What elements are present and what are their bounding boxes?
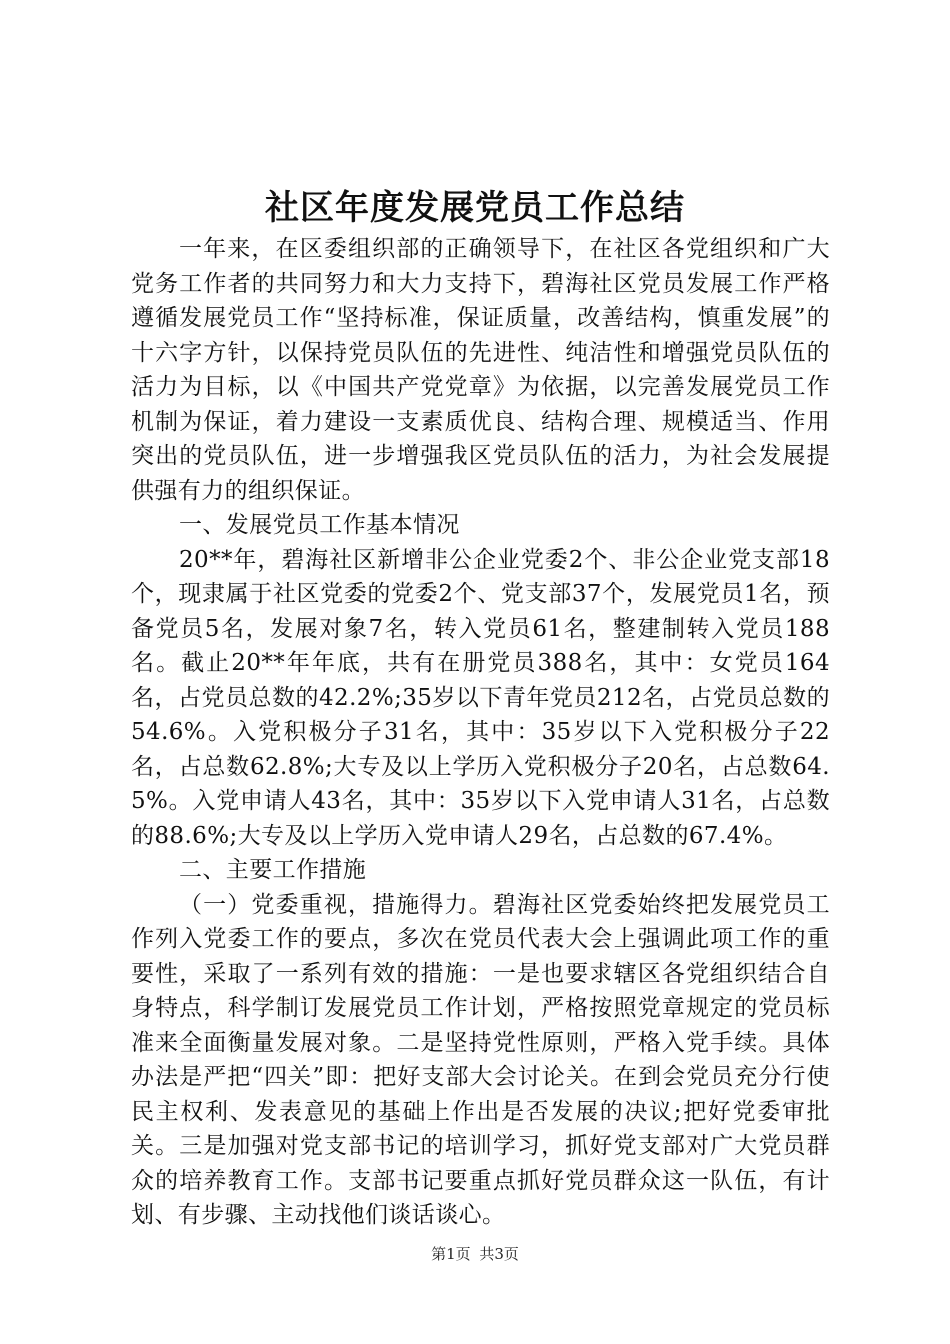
intro-paragraph: 一年来，在区委组织部的正确领导下，在社区各党组织和广大党务工作者的共同努力和大力支持下，碧海社区党员发展工作严格遵循发展党员工作“坚持标准，保证质量，改善结构，慎重发展”的十六字方针，以保持党员队伍的先进性、纯洁性和增强党员队伍的活力为目标，以《中国共产党党章》为依据，以完善发展党员工作机制为保证，着力建设一支素质优良、结构合理、规模适当、作用突出的党员队伍，进一步增强我区党员队伍的活力，为社会发展提供强有力的组织保证。	[131, 236, 830, 504]
measures-paragraph: （一）党委重视，措施得力。碧海社区党委始终把发展党员工作列入党委工作的要点，多次在党员代表大会上强调此项工作的重要性，采取了一系列有效的措施：一是也要求辖区各党组织结合自身特点，科学制订发展党员工作计划，严格按照党章规定的党员标准来全面衡量发展对象。二是坚持党性原则，严格入党手续。具体办法是严把“四关”即：把好支部大会讨论关。在到会党员充分行使民主权利、发表意见的基础上作出是否发展的决议;把好党委审批关。三是加强对党支部书记的培训学习，抓好党支部对广大党员群众的培养教育工作。支部书记要重点抓好党员群众这一队伍，有计划、有步骤、主动找他们谈话谈心。	[131, 891, 830, 1228]
document-title: 社区年度发展党员工作总结	[265, 188, 685, 228]
section-heading-basic-situation: 一、发展党员工作基本情况	[179, 512, 460, 538]
document-body	[131, 232, 830, 1233]
statistics-paragraph: 20**年，碧海社区新增非公企业党委2个、非公企业党支部18个，现隶属于社区党委的党委2个、党支部37个，发展党员1名，预备党员5名，发展对象7名，转入党员61名，整建制转入党员188名。截止20**年年底，共有在册党员388名，其中：女党员164名，占党员总数的42.2%;35岁以下青年党员212名，占党员总数的54.6%。入党积极分子31名，其中：35岁以下入党积极分子22名，占总数62.8%;大专及以上学历入党积极分子20名，占总数64.5%。入党申请人43名，其中：35岁以下入党申请人31名，占总数的88.6%;大专及以上学历入党申请人29名，占总数的67.4%。	[131, 546, 830, 849]
page-footer	[0, 1244, 950, 1264]
page-number-current: 第1页	[431, 1245, 471, 1263]
section-heading-main-measures: 二、主要工作措施	[179, 857, 367, 883]
page-number-total: 共3页	[479, 1245, 519, 1263]
